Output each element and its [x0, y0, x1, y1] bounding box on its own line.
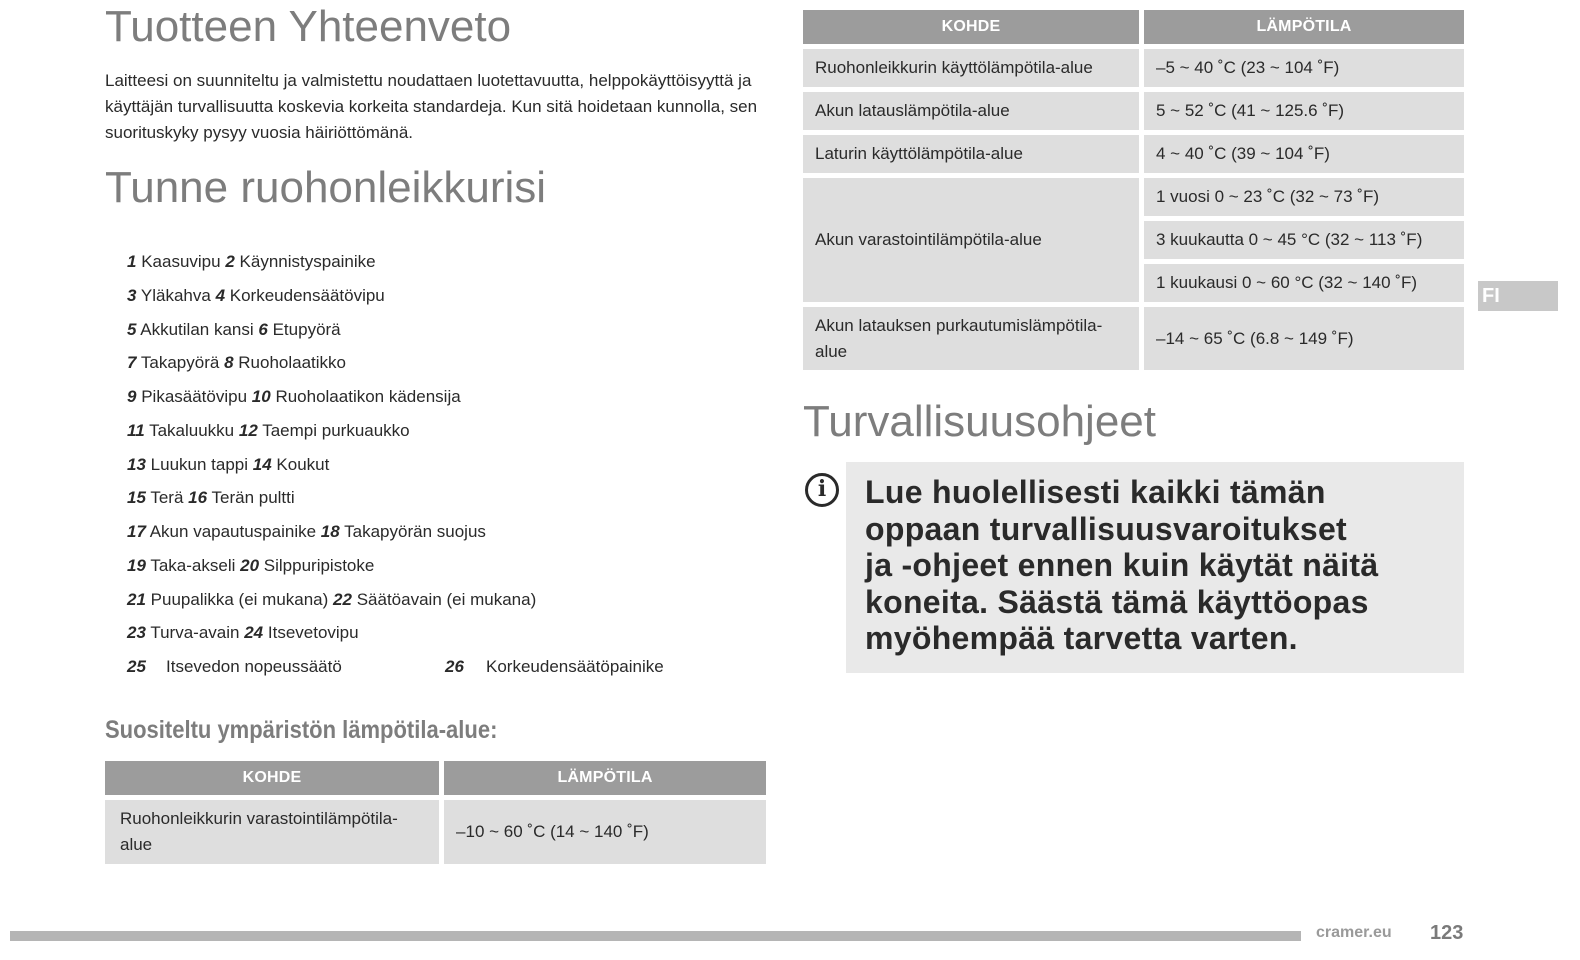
parts-list-item: 23 Turva-avain 24 Itsevetovipu: [127, 623, 359, 643]
parts-list-item: 25 Itsevedon nopeussäätö 26 Korkeudensäätöpainike: [127, 657, 664, 676]
table-header-row: [105, 761, 766, 795]
table-cell-item: Laturin käyttölämpötila-alue: [803, 135, 1139, 173]
parts-list-item: 11 Takaluukku 12 Taempi purkuaukko: [127, 420, 410, 440]
parts-list: [127, 252, 767, 691]
safety-warning-text: Lue huolellisesti kaikki tämän oppaan turvallisuusvaroitukset ja -ohjeet ennen kuin käytät näitä koneita. Säästä tämä käyttöopas myöhempää tarvetta varten.: [865, 474, 1379, 656]
table-row: [803, 92, 1464, 130]
table-cell-temperature: –14 ~ 65 ˚C (6.8 ~ 149 ˚F): [1144, 307, 1464, 370]
parts-list-item: 21 Puupalikka (ei mukana) 22 Säätöavain (ei mukana): [127, 589, 537, 609]
table-cell-item: Ruohonleikkurin käyttölämpötila-alue: [803, 49, 1139, 87]
env-table-title: Suositeltu ympäristön lämpötila-alue:: [105, 716, 498, 744]
parts-list-item: 3 Yläkahva 4 Korkeudensäätövipu: [127, 285, 385, 305]
parts-list-item: 9 Pikasäätövipu 10 Ruoholaatikon kädensija: [127, 387, 461, 406]
column-header-temperature: LÄMPÖTILA: [1144, 10, 1464, 44]
parts-list-item: 13 Luukun tappi 14 Koukut: [127, 454, 330, 474]
table-row: [803, 49, 1464, 87]
table-cell-item: Ruohonleikkurin varastointilämpötila-alue: [105, 800, 439, 864]
table-cell-temperature: –5 ~ 40 ˚C (23 ~ 104 ˚F): [1144, 49, 1464, 87]
temperature-specs-table: [798, 5, 1469, 375]
info-icon: i: [805, 473, 839, 507]
column-header-temperature: LÄMPÖTILA: [444, 761, 766, 795]
table-cell-item: Akun latauksen purkautumislämpötila-alue: [803, 307, 1139, 370]
table-row: [803, 178, 1464, 216]
table-cell-temperature: 1 kuukausi 0 ~ 60 °C (32 ~ 140 ˚F): [1144, 264, 1464, 302]
column-header-item: KOHDE: [105, 761, 439, 795]
table-cell-item: Akun latauslämpötila-alue: [803, 92, 1139, 130]
safety-title: Turvallisuusohjeet: [803, 397, 1156, 446]
page-number: 123: [1430, 922, 1464, 944]
table-cell-temperature: 3 kuukautta 0 ~ 45 °C (32 ~ 113 ˚F): [1144, 221, 1464, 259]
know-mower-title: Tunne ruohonleikkurisi: [105, 163, 547, 212]
table-cell-temperature: 4 ~ 40 ˚C (39 ~ 104 ˚F): [1144, 135, 1464, 173]
table-row: [803, 307, 1464, 370]
parts-list-item: 19 Taka-akseli 20 Silppuripistoke: [127, 555, 375, 575]
footer-brand: cramer.eu: [1316, 924, 1392, 941]
table-cell-temperature: 1 vuosi 0 ~ 23 ˚C (32 ~ 73 ˚F): [1144, 178, 1464, 216]
table-row: [803, 135, 1464, 173]
parts-list-item: 5 Akkutilan kansi 6 Etupyörä: [127, 319, 341, 339]
table-cell-temperature: 5 ~ 52 ˚C (41 ~ 125.6 ˚F): [1144, 92, 1464, 130]
table-header-row: [803, 10, 1464, 44]
table-cell-item: Akun varastointilämpötila-alue: [803, 178, 1139, 302]
parts-list-item: 15 Terä 16 Terän pultti: [127, 488, 295, 508]
env-temperature-table: [100, 756, 771, 869]
summary-title: Tuotteen Yhteenveto: [105, 2, 512, 51]
table-row: [105, 800, 766, 864]
footer-bar: [10, 931, 1301, 941]
safety-warning-box: [846, 462, 1464, 673]
table-cell-temperature: –10 ~ 60 ˚C (14 ~ 140 ˚F): [444, 800, 766, 864]
parts-list-item: 1 Kaasuvipu 2 Käynnistyspainike: [127, 252, 376, 271]
column-header-item: KOHDE: [803, 10, 1139, 44]
parts-list-item: 7 Takapyörä 8 Ruoholaatikko: [127, 353, 347, 373]
parts-list-item: 17 Akun vapautuspainike 18 Takapyörän suojus: [127, 522, 486, 541]
language-tab: FI: [1478, 281, 1558, 311]
summary-paragraph: Laitteesi on suunniteltu ja valmistettu noudattaen luotettavuutta, helppokäyttöisyyttä ja käyttäjän turvallisuutta koskevia korkeita standardeja. Kun sitä hoidetaan kunnolla, sen suorituskyky pysyy vuosia häiriöttömänä.: [105, 71, 758, 142]
